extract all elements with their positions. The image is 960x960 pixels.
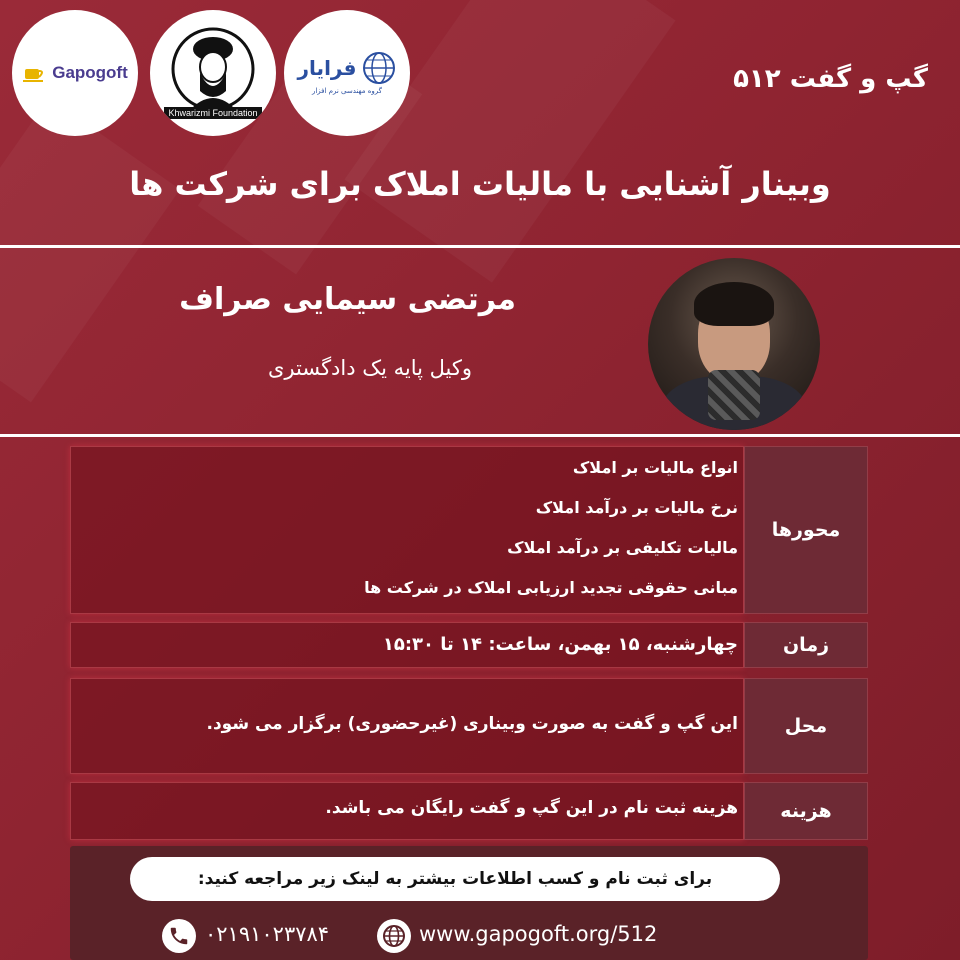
website-link[interactable]: www.gapogoft.org/512	[419, 922, 658, 946]
episode-label: گپ و گفت ۵۱۲	[733, 64, 928, 94]
registration-cta: برای ثبت نام و کسب اطلاعات بیشتر به لینک زیر مراجعه کنید:	[130, 857, 780, 901]
faraya-logo-text: فرایار	[297, 56, 357, 80]
time-row	[70, 622, 868, 668]
topic-item: نرخ مالیات بر درآمد املاک	[535, 498, 738, 517]
topics-row	[70, 446, 868, 614]
webinar-title: وبینار آشنایی با مالیات املاک برای شرکت ها	[129, 165, 831, 203]
phone-number[interactable]: ۰۲۱۹۱۰۲۳۷۸۴	[205, 922, 330, 946]
time-value: چهارشنبه، ۱۵ بهمن، ساعت: ۱۴ تا ۱۵:۳۰	[382, 634, 738, 655]
topic-item: انواع مالیات بر املاک	[572, 458, 738, 477]
divider-middle	[0, 434, 960, 437]
cost-row	[70, 782, 868, 840]
khwarizmi-portrait-icon	[171, 27, 255, 111]
cost-value: هزینه ثبت نام در این گپ و گفت رایگان می باشد.	[325, 798, 738, 818]
location-row	[70, 678, 868, 774]
globe-logo-icon	[362, 51, 396, 85]
divider-top	[0, 245, 960, 248]
faraya-logo-subtitle: گروه مهندسی نرم افزار	[311, 87, 382, 95]
location-value: این گپ و گفت به صورت وبیناری (غیرحضوری) برگزار می شود.	[206, 714, 738, 734]
cost-label: هزینه	[744, 782, 868, 840]
globe-icon	[377, 919, 411, 953]
time-label: زمان	[744, 622, 868, 668]
location-label: محل	[744, 678, 868, 774]
gapogoft-logo	[12, 10, 138, 136]
faraya-logo	[284, 10, 410, 136]
cup-icon	[22, 63, 48, 83]
gapogoft-logo-text: Gapogoft	[52, 63, 128, 82]
speaker-name: مرتضی سیمایی صراف	[179, 282, 516, 317]
topics-label: محورها	[744, 446, 868, 614]
topic-item: مالیات تکلیفی بر درآمد املاک	[507, 538, 738, 557]
topic-item: مبانی حقوقی تجدید ارزیابی املاک در شرکت ها	[364, 578, 738, 597]
background-shape	[0, 98, 180, 403]
khwarizmi-logo	[150, 10, 276, 136]
speaker-title: وکیل پایه یک دادگستری	[267, 356, 472, 380]
speaker-photo	[648, 258, 820, 430]
khwarizmi-logo-caption: Khwarizmi Foundation	[164, 107, 261, 119]
phone-icon	[162, 919, 196, 953]
